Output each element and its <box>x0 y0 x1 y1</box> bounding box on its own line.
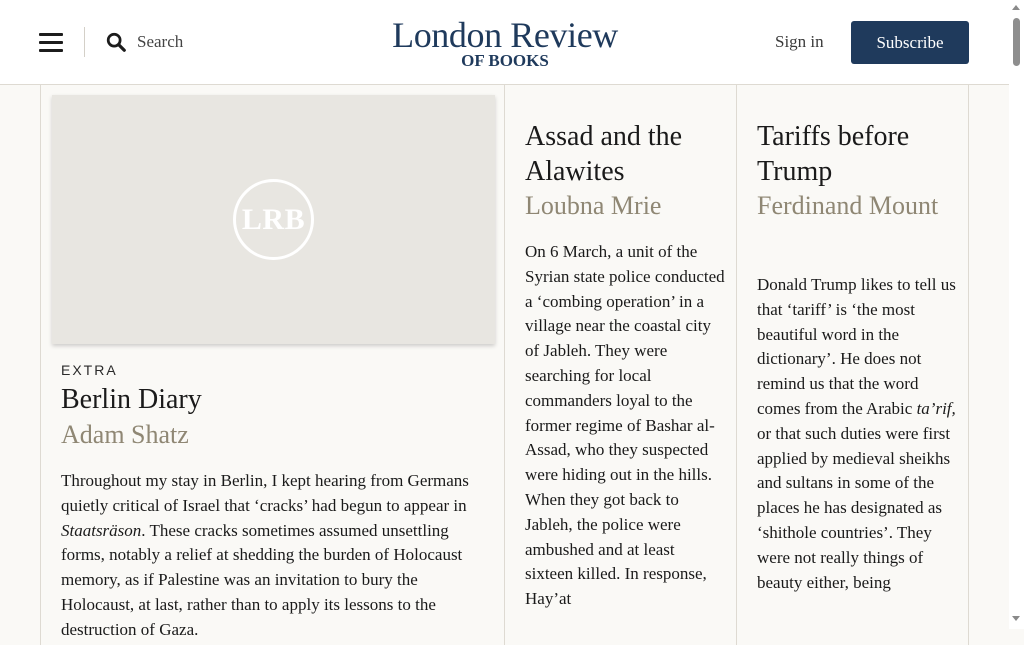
article-excerpt: On 6 March, a unit of the Syrian state police conducted a ‘combing operation’ in a village near the coastal city of Jableh. They were searching for local commanders loyal to the former regime of Bashar al-Assad, who they suspected were hiding out in the hills. When they got back to Jableh, the police were ambushed and at least sixteen killed. In response, Hay’at <box>525 242 725 609</box>
article-excerpt <box>757 273 957 595</box>
search-button[interactable] <box>105 28 183 56</box>
logo-title: London Review <box>392 15 618 55</box>
excerpt-italic-text: Staatsräson <box>61 520 142 540</box>
article-card-berlin-diary[interactable] <box>40 85 505 645</box>
lrb-monogram-text: LRB <box>241 202 306 236</box>
article-card-assad-alawites[interactable] <box>504 85 737 645</box>
article-card-tariffs-before-trump[interactable] <box>736 85 969 645</box>
article-author[interactable]: Loubna Mrie <box>525 191 662 220</box>
excerpt-text: . These cracks sometimes assumed unsettling forms, notably a relief at shedding the burden of Holocaust memory, as if Palestine was an invitation to bury the Holocaust, at last, rather than to apply its lessons to the destruction of Gaza. <box>61 520 463 639</box>
scroll-down-arrow-icon[interactable] <box>1012 616 1020 621</box>
article-excerpt <box>61 469 491 643</box>
article-author[interactable]: Adam Shatz <box>61 420 189 449</box>
article-title[interactable]: Assad and the Alawites <box>525 121 683 187</box>
search-label: Search <box>137 32 184 51</box>
article-title[interactable]: Tariffs before Trump <box>757 121 910 187</box>
article-kicker: EXTRA <box>61 362 118 378</box>
page-scrollbar[interactable] <box>1009 0 1024 629</box>
excerpt-text: Throughout my stay in Berlin, I kept hearing from Germans quietly critical of Israel that ‘cracks’ had begun to appear in <box>61 471 469 515</box>
excerpt-text: or that such duties were first applied by medieval sheikhs and sultans in some of the places he has designated as ‘shithole countries’. They were not really things of beauty either, being <box>757 423 951 592</box>
article-image-placeholder[interactable] <box>52 95 495 344</box>
site-header <box>0 0 1009 85</box>
article-title[interactable]: Berlin Diary <box>61 384 202 415</box>
header-divider <box>84 27 85 57</box>
search-icon <box>105 31 127 53</box>
lrb-logo[interactable] <box>380 16 630 72</box>
sign-in-link[interactable]: Sign in <box>775 32 824 51</box>
lrb-monogram-icon <box>233 179 314 260</box>
article-author[interactable]: Ferdinand Mount <box>757 191 939 220</box>
scroll-up-arrow-icon[interactable] <box>1012 5 1020 10</box>
hamburger-menu-icon[interactable] <box>39 33 63 53</box>
subscribe-button[interactable]: Subscribe <box>851 21 969 64</box>
scroll-thumb[interactable] <box>1013 18 1020 66</box>
logo-subtitle: OF BOOKS <box>461 51 549 70</box>
excerpt-italic-text: ta’rif, <box>916 398 956 418</box>
excerpt-text: Donald Trump likes to tell us that ‘tariff’ is ‘the most beautiful word in the dictionary’. He does not remind us that the word comes from the Arabic <box>757 275 956 418</box>
